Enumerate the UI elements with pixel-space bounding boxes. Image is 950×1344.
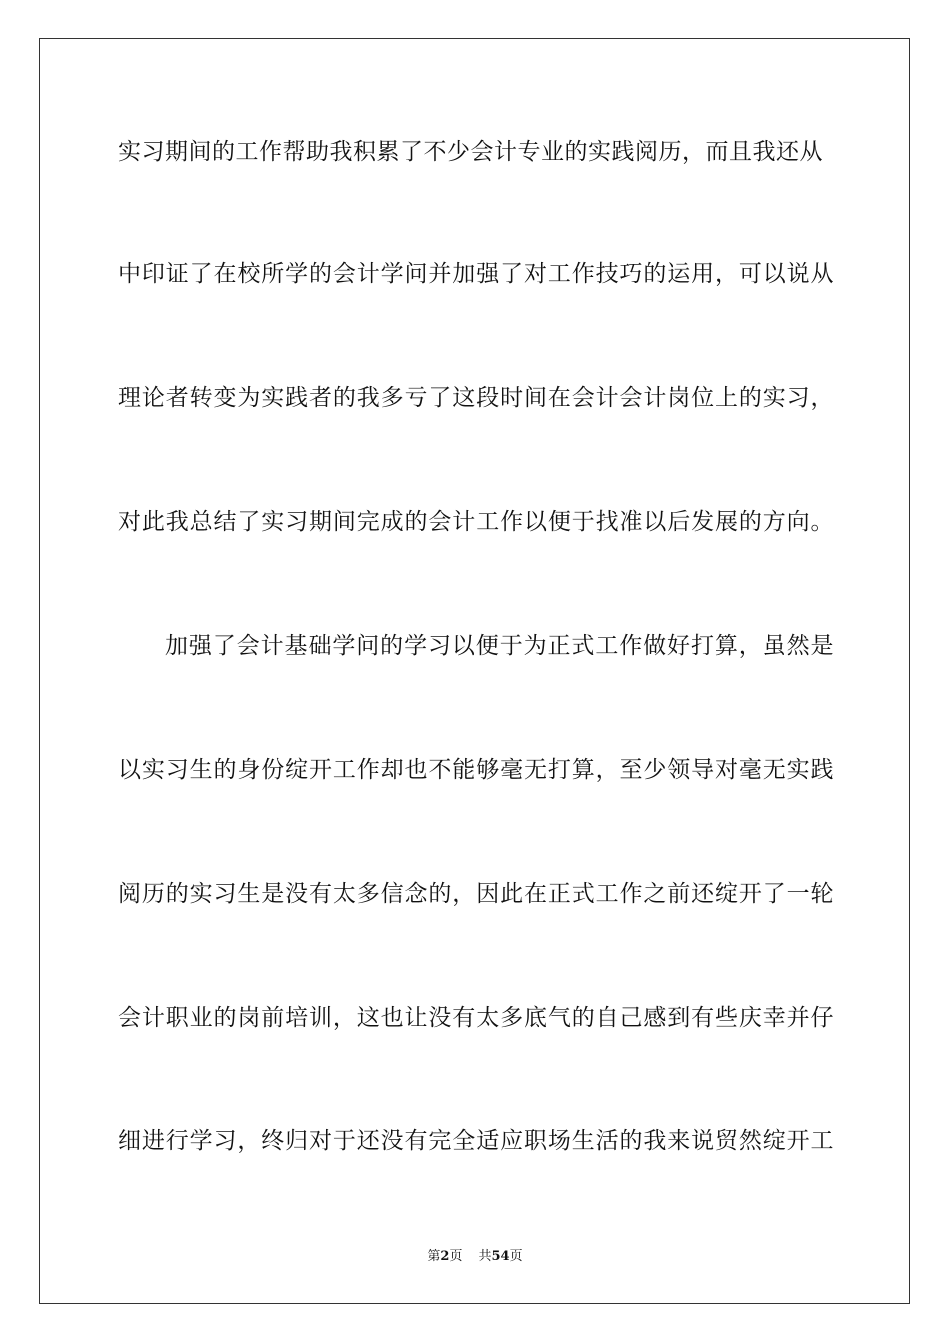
paragraph-line-7: 阅历的实习生是没有太多信念的，因此在正式工作之前还绽开了一轮 [118,881,834,907]
page-prefix: 第 [427,1249,441,1264]
total-pages: 54 [491,1249,510,1264]
paragraph-line-3: 理论者转变为实践者的我多亏了这段时间在会计会计岗位上的实习， [118,385,834,411]
page-number: 2 [440,1249,450,1264]
paragraph-line-6: 以实习生的身份绽开工作却也不能够毫无打算，至少领导对毫无实践 [118,757,834,783]
paragraph-line-9: 细进行学习，终归对于还没有完全适应职场生活的我来说贸然绽开工 [118,1128,834,1154]
paragraph-line-8: 会计职业的岗前培训，这也让没有太多底气的自己感到有些庆幸并仔 [118,1005,834,1031]
page-suffix: 页 [449,1249,463,1264]
paragraph-line-1: 实习期间的工作帮助我积累了不少会计专业的实践阅历，而且我还从 [118,139,823,165]
total-suffix: 页 [509,1249,523,1264]
paragraph-line-5: 加强了会计基础学问的学习以便于为正式工作做好打算，虽然是 [165,633,834,659]
page-footer [0,1248,950,1266]
total-prefix: 共 [478,1249,492,1264]
paragraph-line-4: 对此我总结了实习期间完成的会计工作以便于找准以后发展的方向。 [118,509,834,535]
page-border [39,38,910,1304]
paragraph-line-2: 中印证了在校所学的会计学问并加强了对工作技巧的运用，可以说从 [118,261,834,287]
